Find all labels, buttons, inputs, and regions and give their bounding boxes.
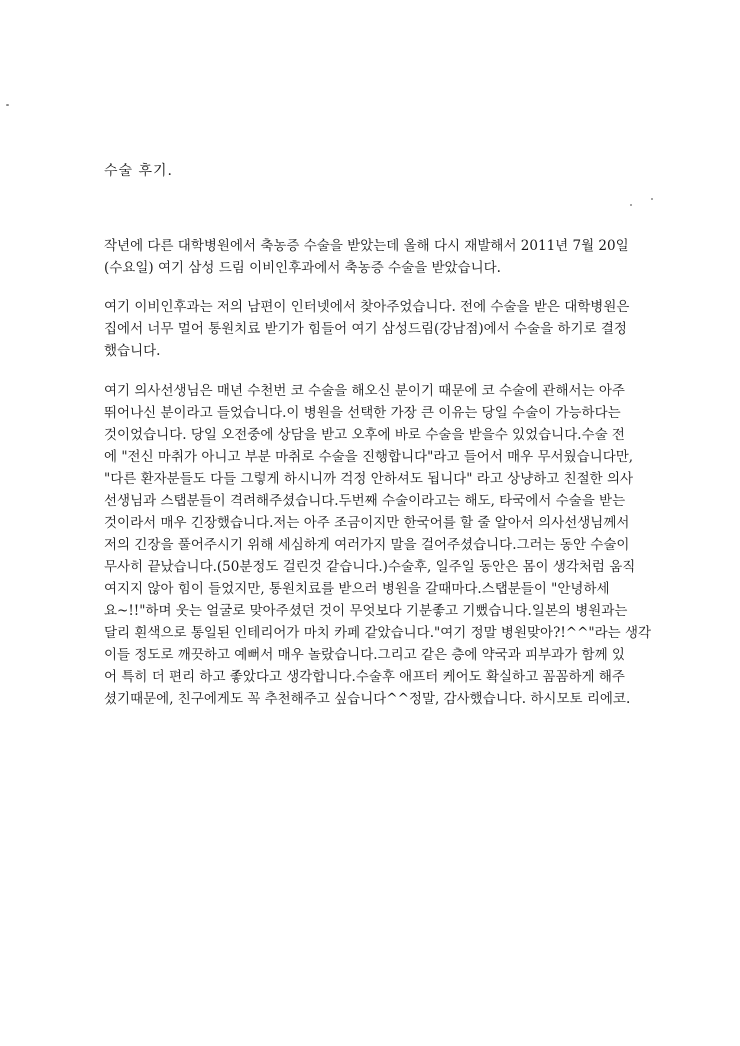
text-line: 선생님과 스탭분들이 격려해주셨습니다.두번째 수술이라고는 해도, 타국에서 수술을 받는 — [104, 493, 626, 509]
text-line: 집에서 너무 멀어 통원치료 받기가 힘들어 여기 삼성드림(강남점)에서 수술을 하기로 결정 — [104, 321, 627, 337]
text-line: 작년에 다른 대학병원에서 축농증 수술을 받았는데 올해 다시 재발해서 2011년 7월 20일 — [104, 238, 629, 254]
text-line: 뛰어나신 분이라고 들었습니다.이 병원을 선택한 가장 큰 이유는 당일 수술이 가능하다는 — [104, 405, 621, 421]
text-line: 이들 정도로 깨끗하고 예뻐서 매우 놀랐습니다.그리고 같은 층에 약국과 피부과가 함께 있 — [104, 647, 625, 663]
text-line: 어 특히 더 편리 하고 좋았다고 생각합니다.수술후 애프터 케어도 확실하고 꼼꼼하게 해주 — [104, 669, 625, 685]
text-line: 에 "전신 마취가 아니고 부분 마취로 수술을 진행합니다"라고 들어서 매우 무서웠습니다만, — [104, 449, 634, 465]
scan-speck — [630, 204, 632, 206]
paragraph-2 — [104, 296, 652, 362]
text-line: 것이었습니다. 당일 오전중에 상담을 받고 오후에 바로 수술을 받을수 있었습니다.수술 전 — [104, 427, 625, 443]
text-line: 여지지 않아 힘이 들었지만, 통원치료를 받으러 병원을 갈때마다.스탭분들이 "안녕하세 — [104, 581, 610, 597]
text-line: 저의 긴장을 풀어주시기 위해 세심하게 여러가지 말을 걸어주셨습니다.그러는 동안 수술이 — [104, 537, 630, 553]
text-line: (수요일) 여기 삼성 드림 이비인후과에서 축농증 수술을 받았습니다. — [104, 260, 501, 276]
text-line: 여기 의사선생님은 매년 수천번 코 수술을 해오신 분이기 때문에 코 수술에 관해서는 아주 — [104, 383, 625, 399]
text-line: 요~!!"하며 웃는 얼굴로 맞아주셨던 것이 무엇보다 기분좋고 기뻤습니다.일본의 병원과는 — [104, 603, 628, 619]
text-line: 무사히 끝났습니다.(50분정도 걸린것 같습니다.)수술후, 일주일 동안은 몸이 생각처럼 움직 — [104, 559, 636, 575]
paragraph-3 — [104, 380, 652, 710]
paragraph-1 — [104, 235, 652, 279]
text-line: "다른 환자분들도 다들 그렇게 하시니까 걱정 안하셔도 됩니다" 라고 상냥하고 친절한 의사 — [104, 471, 634, 487]
text-line: 것이라서 매우 긴장했습니다.저는 아주 조금이지만 한국어를 할 줄 알아서 의사선생님께서 — [104, 515, 630, 531]
scan-speck — [6, 104, 9, 106]
document-title: 수술 후기. — [104, 163, 173, 179]
text-line: 달리 흰색으로 통일된 인테리어가 마치 카페 같았습니다."여기 정말 병원맞아?!^^"라는 생각 — [104, 625, 652, 641]
scan-speck — [651, 198, 653, 200]
text-line: 했습니다. — [104, 343, 161, 359]
text-line: 여기 이비인후과는 저의 남편이 인터넷에서 찾아주었습니다. 전에 수술을 받은 대학병원은 — [104, 299, 630, 315]
text-line: 셨기때문에, 친구에게도 꼭 추천해주고 싶습니다^^정말, 감사했습니다. 하시모토 리에코. — [104, 691, 631, 707]
